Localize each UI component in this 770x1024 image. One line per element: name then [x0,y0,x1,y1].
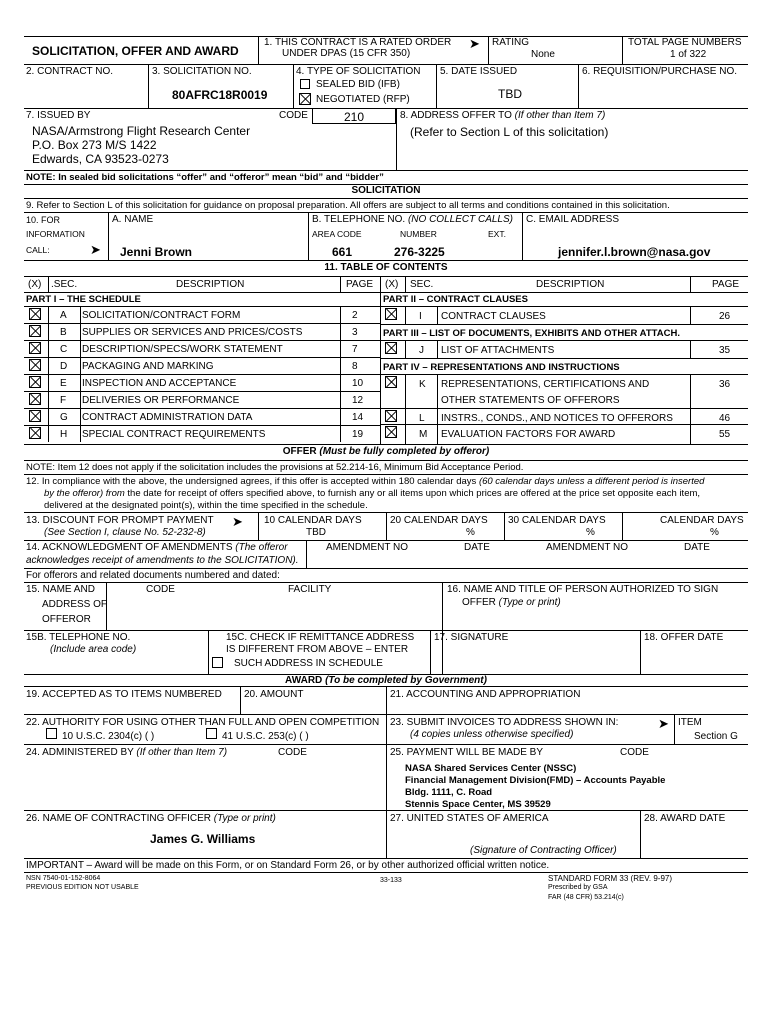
toc-row-checkbox[interactable] [29,393,41,405]
contracting-officer-label [26,813,276,825]
offeror-bracket [106,582,108,630]
total-pages-value: 1 of 322 [670,49,707,60]
section-k-desc-2: OTHER STATEMENTS OF OFFERORS [441,395,620,406]
authority-41-usc-label: 41 U.S.C. 253(c) ( ) [222,731,309,742]
toc-row-page: 14 [352,412,364,423]
section-m-desc: EVALUATION FACTORS FOR AWARD [441,429,616,440]
address-offer-note: (If other than Item 7) [514,110,606,121]
toc-row-checkbox[interactable] [29,325,41,337]
important-note: IMPORTANT – Award will be made on this Form, or on Standard Form 26, or by other authorized official written notice. [26,860,550,871]
facility-label: FACILITY [288,584,332,595]
discount-10-days-label: 10 CALENDAR DAYS [264,515,362,526]
contact-area-code: 661 [332,245,353,259]
item-12-line-2 [44,488,700,500]
award-date-label: 28. AWARD DATE [644,813,726,824]
section-l-page: 46 [719,413,731,424]
ext-label: EXT. [488,229,506,239]
solicitation-no-label: 3. SOLICITATION NO. [152,66,252,77]
authority-label: 22. AUTHORITY FOR USING OTHER THAN FULL AND OPEN COMPETITION [26,717,380,728]
toc-row-sec: A [60,310,67,321]
toc-row-desc: DELIVERIES OR PERFORMANCE [82,395,240,406]
toc-row-desc: PACKAGING AND MARKING [82,361,214,372]
administered-by-title: 24. ADMINISTERED BY [26,747,134,758]
section-l-desc: INSTRS., CONDS., AND NOTICES TO OFFERORS [441,413,673,424]
part-1-header: PART I – THE SCHEDULE [26,294,141,305]
item-12-line-3: delivered at the designated point(s), within the time specified in the schedule. [44,500,368,511]
section-i-page: 26 [719,311,731,322]
section-j-sec: J [419,345,424,356]
discount-calendar-days-label: CALENDAR DAYS [660,515,744,526]
section-i-desc: CONTRACT CLAUSES [441,311,546,322]
telephone-note: (NO COLLECT CALLS) [407,214,513,225]
toc-row-page: 2 [352,310,358,321]
part-3-header: PART III – LIST OF DOCUMENTS, EXHIBITS AND OTHER ATTACH. [383,328,680,339]
section-m-sec: M [419,429,428,440]
amendments-title: 14. ACKNOWLEDGMENT OF AMENDMENTS [26,542,233,553]
payment-code-label: CODE [620,747,649,758]
authority-10-usc-label: 10 U.S.C. 2304(c) ( ) [62,731,155,742]
toc-row-page: 8 [352,361,358,372]
toc-header: 11. TABLE OF CONTENTS [324,262,448,273]
issued-by-label: 7. ISSUED BY [26,110,91,121]
date-issued-value: TBD [498,87,522,101]
item-12-line-1 [26,476,704,488]
administered-by-label [26,747,227,759]
item-9-text: 9. Refer to Section L of this solicitation for guidance on proposal preparation. All offers are subject to all terms and conditions contained in this solicitation. [26,200,670,211]
toc-sec-header: .SEC. [51,279,78,290]
far-label: FAR (48 CFR) 53.214(c) [548,894,624,901]
payer-line-2: Financial Management Division(FMD) – Accounts Payable [405,775,666,786]
contract-no-label: 2. CONTRACT NO. [26,66,114,77]
negotiated-checkbox[interactable] [299,93,311,105]
issued-by-code-value: 210 [344,110,365,124]
discount-10-days-value: TBD [306,527,326,538]
part-2-header: PART II – CONTRACT CLAUSES [383,294,528,305]
amendments-note: (The offeror [235,542,288,553]
amendments-label [26,542,288,554]
section-j-checkbox[interactable] [385,342,397,354]
offer-note: (Must be fully completed by offeror) [319,446,490,457]
toc-row-desc: DESCRIPTION/SPECS/WORK STATEMENT [82,344,283,355]
toc-desc2-header: DESCRIPTION [536,279,605,290]
for-label: 10. FOR [26,215,61,225]
toc-page-header: PAGE [346,279,374,290]
sealed-bid-note: NOTE: In sealed bid solicitations “offer” and “offeror” mean “bid” and “bidder” [26,172,384,183]
item-12-text-a: 12. In compliance with the above, the undersigned agrees, if this offer is accepted within 180 calendar days [26,476,477,487]
offer-header [24,446,748,458]
toc-row-checkbox[interactable] [29,376,41,388]
section-j-page: 35 [719,345,731,356]
discount-note: (See Section I, clause No. 52-232-8) [44,527,206,538]
toc-row-desc: SPECIAL CONTRACT REQUIREMENTS [82,429,266,440]
toc-row-sec: E [60,378,67,389]
address-offer-title: 8. ADDRESS OFFER TO [400,110,512,121]
telephone-15b-label: 15B. TELEPHONE NO. [26,632,131,643]
form-number: 33-133 [380,877,402,884]
issuer-line-3: Edwards, CA 93523-0273 [32,152,169,166]
toc-row-desc: SOLICITATION/CONTRACT FORM [82,310,241,321]
contact-number: 276-3225 [394,245,445,259]
remittance-label-1: 15C. CHECK IF REMITTANCE ADDRESS [226,632,415,643]
payer-line-3: Bldg. 1111, C. Road [405,787,493,798]
toc-row-sec: C [60,344,68,355]
form-title: SOLICITATION, OFFER AND AWARD [32,44,239,58]
payer-line-1: NASA Shared Services Center (NSSC) [405,763,577,774]
invoices-label: 23. SUBMIT INVOICES TO ADDRESS SHOWN IN: [390,717,619,728]
offeror-label: OFFEROR [42,614,91,625]
toc-row-checkbox[interactable] [29,359,41,371]
section-k-desc: REPRESENTATIONS, CERTIFICATIONS AND [441,379,650,390]
item-12-note: NOTE: Item 12 does not apply if the solicitation includes the provisions at 52.214-16, Minimum Bid Acceptance Period. [26,462,524,473]
arrow-icon: ➤ [469,36,480,51]
toc-row-sec: H [60,429,68,440]
name-address-label: 15. NAME AND [26,584,95,595]
administered-code-label: CODE [278,747,307,758]
section-k-sec: K [419,379,426,390]
discount-30-pct: % [586,527,595,538]
section-i-checkbox[interactable] [385,308,397,320]
toc-row-checkbox[interactable] [29,410,41,422]
toc-row-sec: D [60,361,68,372]
arrow-icon: ➤ [232,514,243,529]
requisition-label: 6. REQUISITION/PURCHASE NO. [582,66,738,77]
discount-label: 13. DISCOUNT FOR PROMPT PAYMENT [26,515,214,526]
number-label: NUMBER [400,229,437,239]
amendment-date-1-label: DATE [464,542,490,553]
item-label: ITEM [678,717,702,728]
discount-30-days-label: 30 CALENDAR DAYS [508,515,606,526]
signature-label: 17. SIGNATURE [434,632,509,643]
address-of-label: ADDRESS OF [42,599,108,610]
toc-row-checkbox[interactable] [29,427,41,439]
solicitation-header: SOLICITATION [351,185,421,196]
address-offer-label [400,110,605,122]
award-title: AWARD [285,675,323,686]
toc-row-checkbox[interactable] [29,308,41,320]
toc-desc-header: DESCRIPTION [176,279,245,290]
authority-41-usc-checkbox[interactable] [206,728,217,739]
payer-line-4: Stennis Space Center, MS 39529 [405,799,551,810]
toc-row-desc: CONTRACT ADMINISTRATION DATA [82,412,253,423]
usa-label: 27. UNITED STATES OF AMERICA [390,813,549,824]
invoices-note: (4 copies unless otherwise specified) [410,729,574,740]
toc-row-page: 19 [352,429,364,440]
toc-sec2-header: SEC. [410,279,434,290]
discount-20-pct: % [466,527,475,538]
total-pages-label: TOTAL PAGE NUMBERS [628,37,742,48]
address-offer-value: (Refer to Section L of this solicitation) [410,125,609,139]
payment-label: 25. PAYMENT WILL BE MADE BY [390,747,544,758]
award-note: (To be completed by Government) [325,675,487,686]
section-l-sec: L [419,413,425,424]
section-l-checkbox[interactable] [385,410,397,422]
section-m-page: 55 [719,429,731,440]
information-label: INFORMATION [26,229,85,239]
authorized-person-offer-label: OFFER [462,597,496,608]
rating-value: None [531,49,555,60]
telephone-title: B. TELEPHONE NO. [312,214,406,225]
toc-row-sec: B [60,327,67,338]
toc-page2-header: PAGE [712,279,740,290]
part-4-header: PART IV – REPRESENTATIONS AND INSTRUCTIONS [383,362,620,373]
accepted-items-label: 19. ACCEPTED AS TO ITEMS NUMBERED [26,689,222,700]
contracting-officer-name: James G. Williams [150,832,256,846]
date-issued-label: 5. DATE ISSUED [440,66,518,77]
offeror-code-label: CODE [146,584,175,595]
administered-by-note: (If other than Item 7) [136,747,228,758]
issued-by-code-label: CODE [279,110,308,121]
toc-row-page: 3 [352,327,358,338]
item-12-note-a: (60 calendar days unless a different period is inserted [478,476,705,487]
arrow-icon: ➤ [658,716,669,731]
authorized-person-note: (Type or print) [498,597,561,608]
solicitation-no-value: 80AFRC18R0019 [172,88,268,102]
section-j-desc: LIST OF ATTACHMENTS [441,345,555,356]
accounting-label: 21. ACCOUNTING AND APPROPRIATION [390,689,581,700]
toc-row-sec: G [60,412,68,423]
contact-email: jennifer.l.brown@nasa.gov [558,245,711,259]
section-k-page: 36 [719,379,731,390]
toc-row-sec: F [60,395,67,406]
toc-row-desc: INSPECTION AND ACCEPTANCE [82,378,237,389]
dpas-label: UNDER DPAS (15 CFR 350) [282,48,411,59]
telephone-15b-note: (Include area code) [50,644,137,655]
amount-label: 20. AMOUNT [244,689,304,700]
toc-x2-header: (X) [385,279,399,290]
name-label: A. NAME [112,214,154,225]
amendment-no-2-label: AMENDMENT NO [546,542,629,553]
discount-20-days-label: 20 CALENDAR DAYS [390,515,488,526]
authorized-person-label: 16. NAME AND TITLE OF PERSON AUTHORIZED TO SIGN [447,584,719,595]
item-12-text-b: the date for receipt of offers specified above, to furnish any or all items upon which prices are offered at the price set opposite each item, [127,488,701,499]
negotiated-label: NEGOTIATED (RFP) [316,94,410,105]
toc-row-desc: SUPPLIES OR SERVICES AND PRICES/COSTS [82,327,303,338]
offer-title: OFFER [282,446,317,457]
call-label: CALL: [26,245,50,255]
contact-name: Jenni Brown [120,245,193,259]
toc-row-page: 12 [352,395,364,406]
authority-10-usc-checkbox[interactable] [46,728,57,739]
amendment-no-1-label: AMENDMENT NO [326,542,409,553]
rating-label: RATING [492,37,530,48]
type-of-solicitation-label: 4. TYPE OF SOLICITATION [296,66,421,77]
previous-edition-note: PREVIOUS EDITION NOT USABLE [26,884,139,891]
contracting-officer-title: 26. NAME OF CONTRACTING OFFICER [26,813,212,824]
offer-date-label: 18. OFFER DATE [644,632,724,643]
contracting-officer-note: (Type or print) [213,813,276,824]
amendments-note-2: acknowledges receipt of amendments to the SOLICITATION). [26,555,299,566]
prescribed-by-label: Prescribed by GSA [548,884,608,891]
authorized-person-offer [462,597,561,609]
sealed-bid-checkbox[interactable] [300,79,310,89]
remittance-label-2: IS DIFFERENT FROM ABOVE – ENTER [226,644,409,655]
remittance-label-3: SUCH ADDRESS IN SCHEDULE [234,658,383,669]
officer-signature-caption: (Signature of Contracting Officer) [470,845,617,856]
sealed-bid-label: SEALED BID (IFB) [316,79,400,90]
issuer-line-1: NASA/Armstrong Flight Research Center [32,124,251,138]
section-m-checkbox[interactable] [385,426,397,438]
amendment-date-2-label: DATE [684,542,710,553]
discount-calendar-pct: % [710,527,719,538]
arrow-icon: ➤ [90,242,101,257]
nsn-number: NSN 7540-01-152-8064 [26,875,101,882]
email-label: C. EMAIL ADDRESS [526,214,619,225]
amendments-numbered-label: For offerors and related documents numbered and dated: [26,570,280,581]
rated-order-label: 1. THIS CONTRACT IS A RATED ORDER [264,37,452,48]
section-i-sec: I [419,311,422,322]
item-value: Section G [694,731,738,742]
remittance-checkbox[interactable] [212,657,223,668]
toc-row-page: 7 [352,344,358,355]
item-12-note-b: by the offeror) from [44,488,125,499]
telephone-label [312,214,513,226]
issuer-line-2: P.O. Box 273 M/S 1422 [32,138,157,152]
standard-form-label: STANDARD FORM 33 (REV. 9-97) [548,874,673,883]
section-k-checkbox[interactable] [385,376,397,388]
toc-row-checkbox[interactable] [29,342,41,354]
area-code-label: AREA CODE [312,229,362,239]
toc-x-header: (X) [28,279,42,290]
toc-row-page: 10 [352,378,364,389]
